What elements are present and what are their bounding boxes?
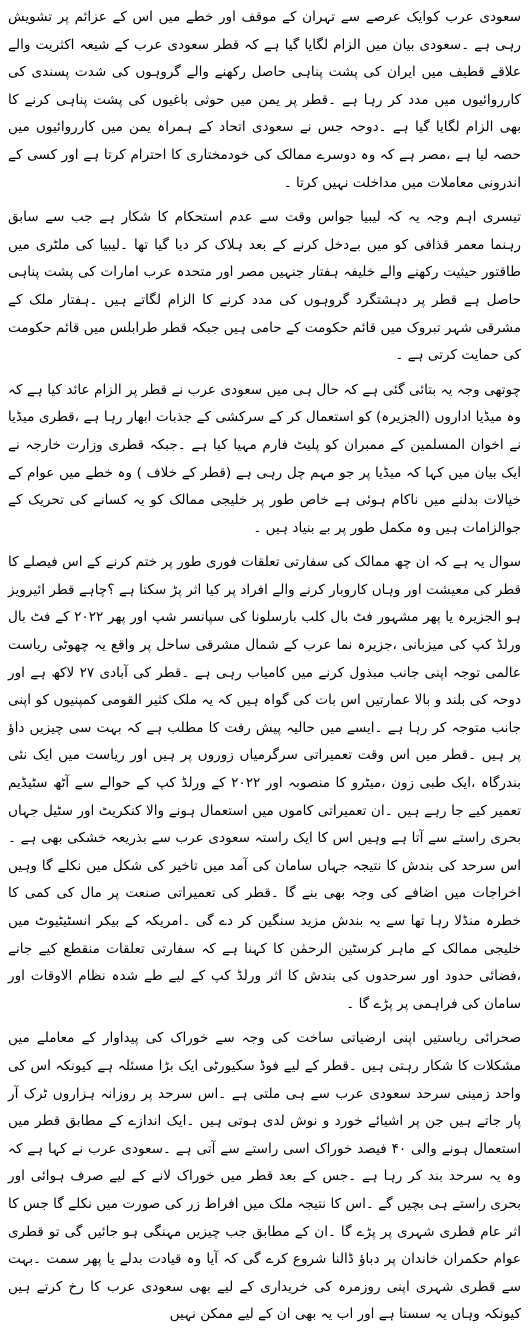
paragraph-media: چوتھی وجہ یہ بتائی گئی ہے کہ حال ہی میں سعودی عرب نے قطر پر الزام عائد کیا ہے کہ وہ میڈیا اداروں (الجزیرہ) کو استعمال کر کے سرکشی کے جذبات ابھار رہا ہے ،قطری میڈیا نے اخوان المسلمین کے ممبران کو پلیٹ فارم مہیا کیا ہے ۔جبکہ قطری وزارت خارجہ نے ایک بیان میں کہا کہ میڈیا پر جو مہم چل رہی ہے (قطر کے خلاف ) وہ خطے میں عوام کے خیالات بدلنے میں ناکام ہوئی ہے خاص طور پر خلیجی ممالک کو یہ کسانے کی تحریک کے جوالزامات ہیں وہ مکمل طور پر بے بنیاد ہیں ۔ [8,381,521,536]
paragraph-economy: سوال یہ ہے کہ ان چھ ممالک کی سفارتی تعلقات فوری طور پر ختم کرنے کے اس فیصلے کا قطر کی معیشت اور وہاں کاروبار کرنے والے افراد پر کیا اثر پڑ سکتا ہے ؟چاہے قطر ائیرویز ہو الجزیرہ یا پھر مشہور فٹ بال کلب بارسلونا کی سپانسر شپ اور پھر ۲۰۲۲ کے فٹ بال ورلڈ کپ کی میزبانی ،جزیرہ نما عرب کے شمال مشرقی ساحل پر واقع یہ چھوٹی ریاست عالمی توجہ اپنی جانب مبذول کرنے میں کامیاب رہی ہے ۔قطر کی آبادی ۲۷ لاکھ ہے اور دوحہ کی بلند و بالا عمارتیں اس بات کی گواہ ہیں کہ یہ ملک کثیر القومی کمپنیوں کو اپنی جانب متوجہ کر رہا ہے ۔ایسے میں حالیہ پیش رفت کا مطلب ہے کہ بہت سی چیزیں داؤ پر ہیں ۔قطر میں اس وقت تعمیراتی سرگرمیاں زوروں پر ہیں اور ریاست میں ایک نئی بندرگاہ ،ایک طبی زون ،میٹرو کا منصوبہ اور ۲۰۲۲ کے ورلڈ کپ کے حوالے سے آٹھ سٹیڈیم تعمیر کیے جا رہے ہیں ۔ان تعمیراتی کاموں میں استعمال ہونے والا کنکریٹ اور سٹیل جہاں بحری راستے سے آتا ہے وہیں اس کا ایک راستہ سعودی عرب سے بذریعہ خشکی بھی ہے ۔اس سرحد کی بندش کا نتیجہ جہاں سامان کی آمد میں تاخیر کی شکل میں نکلے گا وہیں اخراجات میں اضافے کی وجہ بھی بنے گا ۔قطر کی تعمیراتی صنعت پر مال کی کمی کا خطرہ منڈلا رہا تھا سے یہ بندش مزید سنگین کر دے گی ۔امریکہ کے بیکر انسٹیٹیوٹ میں خلیجی ممالک کے ماہر کرسٹین الرحمٰن کا کہنا ہے کہ سفارتی تعلقات منقطع کیے جانے ،فضائی حدود اور سرحدوں کی بندش کا اثر ورلڈ کپ کے لیے طے شدہ نظام الاوقات اور سامان کی فراہمی پر پڑے گا ۔ [8,554,521,1012]
paragraph-libya: تیسری اہم وجہ یہ کہ لیبیا جواس وقت سے عدم استحکام کا شکار ہے جب سے سابق رہنما معمر قذافی کو میں بےدخل کرنے کے بعد ہلاک کر دیا گیا تھا ۔لیبیا کی ملٹری میں طاقتور حیثیت رکھنے والے خلیفہ ہفتار جنہیں مصر اور متحدہ عرب امارات کی پشت پناہی حاصل ہے قطر پر دہشتگرد گروہوں کی مدد کرنے کا الزام لگاتے ہیں ۔ہفتار ملک کے مشرقی شہر تبروک میں قائم حکومت کے حامی ہیں جبکہ قطر طرابلس میں قائم حکومت کی حمایت کرتی ہے ۔ [8,209,521,364]
paragraph-food-security: صحرائی ریاستیں اپنی ارضیاتی ساخت کی وجہ سے خوراک کی پیداوار کے معاملے میں مشکلات کا شکار رہتی ہیں ۔قطر کے لیے فوڈ سکیورٹی ایک بڑا مسئلہ ہے کیونکہ اس کی واحد زمینی سرحد سعودی عرب سے ہی ملتی ہے ۔اس سرحد پر روزانہ ہزاروں ٹرک آر پار جاتے ہیں جن پر اشیائے خورد و نوش لدی ہوتی ہیں ۔ایک اندازے کے مطابق قطر میں استعمال ہونے والی ۴۰ فیصد خوراک اسی راستے سے آتی ہے ۔سعودی عرب نے کہا ہے کہ وہ یہ سرحد بند کر رہا ہے ۔جس کے بعد قطر میں خوراک لانے کے لیے صرف ہوائی اور بحری راستے ہی بچیں گے ۔اس کا نتیجہ ملک میں افراط زر کی صورت میں نکلے گا جس کا اثر عام قطری شہری پر پڑے گا ۔ان کے مطابق جب چیزیں مہنگی ہو جائیں گی تو قطری عوام حکمران خاندان پر دباؤ ڈالنا شروع کرے گی کہ آیا وہ قیادت بدلے یا پھر سمت ۔بہت سے قطری شہری اپنی روزمرہ کی خریداری کے لیے بھی سعودی عرب کا رخ کرتے ہیں کیونکہ وہاں یہ سستا ہے اور اب یہ بھی ان کے لیے ممکن نہیں [8,1030,521,1323]
paragraph-saudi-concerns: سعودی عرب کوایک عرصے سے تہران کے موقف اور خطے میں اس کے عزائم پر تشویش رہی ہے ۔سعودی بیان میں الزام لگایا گیا ہے کہ قطر سعودی عرب کے شیعہ اکثریت والے علاقے قطیف میں ایران کی پشت پناہی حاصل رکھنے والے گروہوں کی شدت پسندی کی کارروائیوں میں مدد کر رہا ہے ۔قطر پر یمن میں حوثی باغیوں کی پشت پناہی کرنے کا بھی الزام لگایا گیا ہے ۔دوحہ جس نے سعودی اتحاد کے ہمراہ یمن میں کارروائیوں میں حصہ لیا ہے ،مصر ہے کہ وہ دوسرے ممالک کی خودمختاری کا احترام کرتا ہے اور کسی کے اندرونی معاملات میں مداخلت نہیں کرتا ۔ [8,9,521,191]
